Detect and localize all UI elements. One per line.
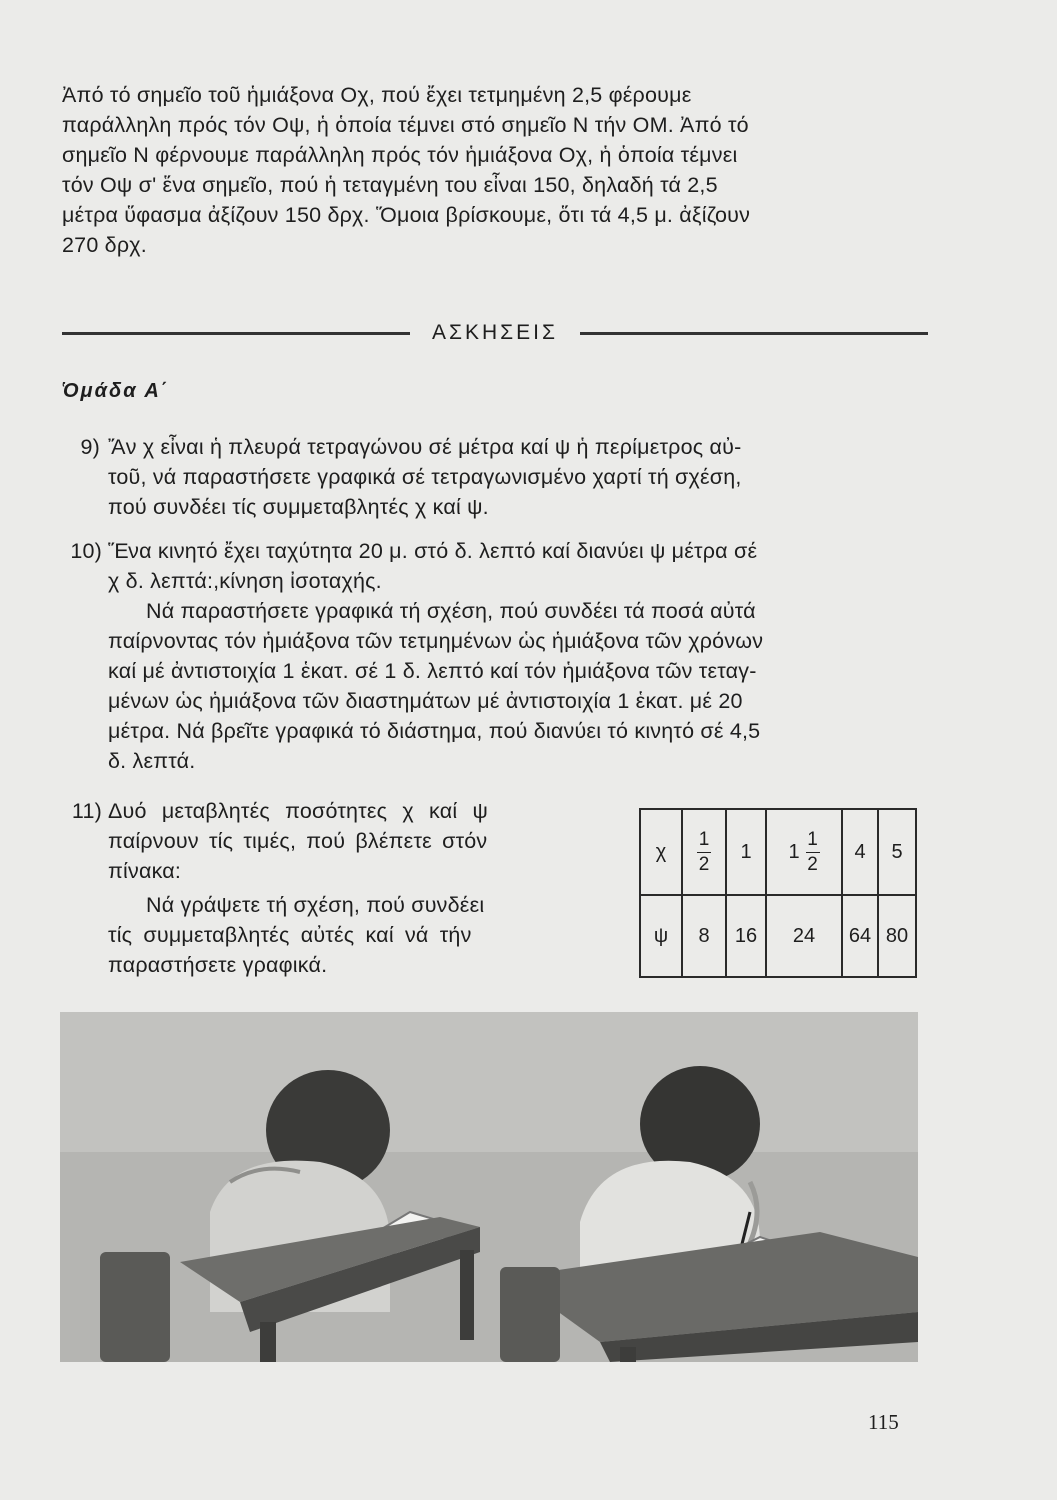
heading-rule-right [580, 332, 928, 335]
table-row-y [640, 895, 916, 977]
y-header-cell: ψ [640, 895, 682, 977]
exercise-number: 11) [71, 799, 102, 823]
exercise-line: Ἄν χ εἶναι ἡ πλευρά τετραγώνου σέ μέτρα καί ψ ἡ περίμετρος αὐ- [108, 435, 742, 459]
table-cell [682, 809, 726, 895]
group-label: Ὁμάδα Α΄ [62, 380, 170, 402]
table-cell [766, 809, 842, 895]
exercise-number: 10) [70, 539, 102, 563]
table-row-x [640, 809, 916, 895]
exercise-line: παίρνουν τίς τιμές, πού βλέπετε στόν [108, 829, 488, 853]
table-cell: 24 [766, 895, 842, 977]
table-cell: 4 [842, 809, 878, 895]
exercise-line: τίς συμμεταβλητές αὐτές καί νά τήν [108, 923, 472, 947]
heading-rule-left [62, 332, 410, 335]
intro-line: Ἀπό τό σημεῖο τοῦ ἡμιάξονα Οχ, πού ἔχει τετμημένη 2,5 φέρουμε [62, 83, 692, 107]
table-cell: 8 [682, 895, 726, 977]
illustration-children-writing [60, 1012, 918, 1362]
exercise-line: Νά παραστήσετε γραφικά τή σχέση, πού συνδέει τά ποσά αὐτά [146, 599, 756, 623]
exercise-line: μέτρα. Νά βρεῖτε γραφικά τό διάστημα, πού διανύει τό κινητό σέ 4,5 [108, 719, 761, 743]
table-cell: 80 [878, 895, 916, 977]
exercise-9 [80, 432, 928, 522]
exercise-11 [71, 796, 588, 980]
illustration-drawing [60, 1012, 918, 1362]
intro-line: παράλληλη πρός τόν Οψ, ἡ ὁποία τέμνει στό σημεῖο Ν τήν ΟΜ. Ἀπό τό [62, 113, 749, 137]
page-number: 115 [868, 1410, 899, 1434]
fraction-bar [806, 852, 820, 853]
exercise-line: παραστήσετε γραφικά. [108, 953, 328, 977]
intro-line: σημεῖο Ν φέρνουμε παράλληλη πρός τόν ἡμιάξονα Οχ, ἡ ὁποία τέμνει [62, 143, 738, 167]
exercise-line: πίνακα: [108, 859, 182, 883]
exercise-line: παίρνοντας τόν ἡμιάξονα τῶν τετμημένων ὡς ἡμιάξονα τῶν χρόνων [108, 629, 764, 653]
section-title: ΑΣΚΗΣΕΙΣ [432, 321, 558, 344]
fraction-denominator: 2 [807, 853, 818, 875]
values-table [639, 808, 917, 978]
table-cell: 16 [726, 895, 766, 977]
table-cell: 1 [726, 809, 766, 895]
table-cell: 64 [842, 895, 878, 977]
exercise-line: Ἕνα κινητό ἔχει ταχύτητα 20 μ. στό δ. λεπτό καί διανύει ψ μέτρα σέ [108, 539, 758, 563]
intro-line: 270 δρχ. [62, 233, 147, 257]
table-cell: 5 [878, 809, 916, 895]
exercise-line: Νά γράψετε τή σχέση, πού συνδέει [146, 893, 485, 917]
section-heading [62, 318, 928, 348]
exercise-line: χ δ. λεπτά:,κίνηση ἰσοταχής. [108, 569, 382, 593]
fraction-bar [697, 852, 711, 853]
exercise-line: τοῦ, νά παραστήσετε γραφικά σέ τετραγωνισμένο χαρτί τή σχέση, [108, 465, 742, 489]
fraction [806, 830, 820, 875]
exercise-line: μένων ὡς ἡμιάξονα τῶν διαστημάτων μέ ἀντιστοιχία 1 ἑκατ. μέ 20 [108, 689, 743, 713]
exercise-10 [70, 536, 928, 776]
exercise-line: καί μέ ἀντιστοιχία 1 ἑκατ. σέ 1 δ. λεπτό καί τόν ἡμιάξονα τῶν τεταγ- [108, 659, 757, 683]
intro-line: τόν Οψ σ' ἕνα σημεῖο, πού ἡ τεταγμένη του εἶναι 150, δηλαδή τά 2,5 [62, 173, 718, 197]
fraction [697, 830, 711, 875]
exercise-number: 9) [80, 435, 100, 459]
intro-line: μέτρα ὕφασμα ἀξίζουν 150 δρχ. Ὅμοια βρίσκουμε, ὅτι τά 4,5 μ. ἀξίζουν [62, 203, 751, 227]
exercise-line: πού συνδέει τίς συμμεταβλητές χ καί ψ. [108, 495, 489, 519]
fraction-numerator: 1 [807, 828, 818, 850]
mixed-whole: 1 [788, 840, 800, 863]
exercise-line: Δυό μεταβλητές ποσότητες χ καί ψ [108, 799, 489, 823]
fraction-numerator: 1 [698, 828, 710, 850]
exercise-line: δ. λεπτά. [108, 749, 196, 773]
intro-paragraph [62, 80, 932, 260]
fraction-denominator: 2 [698, 853, 710, 875]
x-header-cell: χ [640, 809, 682, 895]
